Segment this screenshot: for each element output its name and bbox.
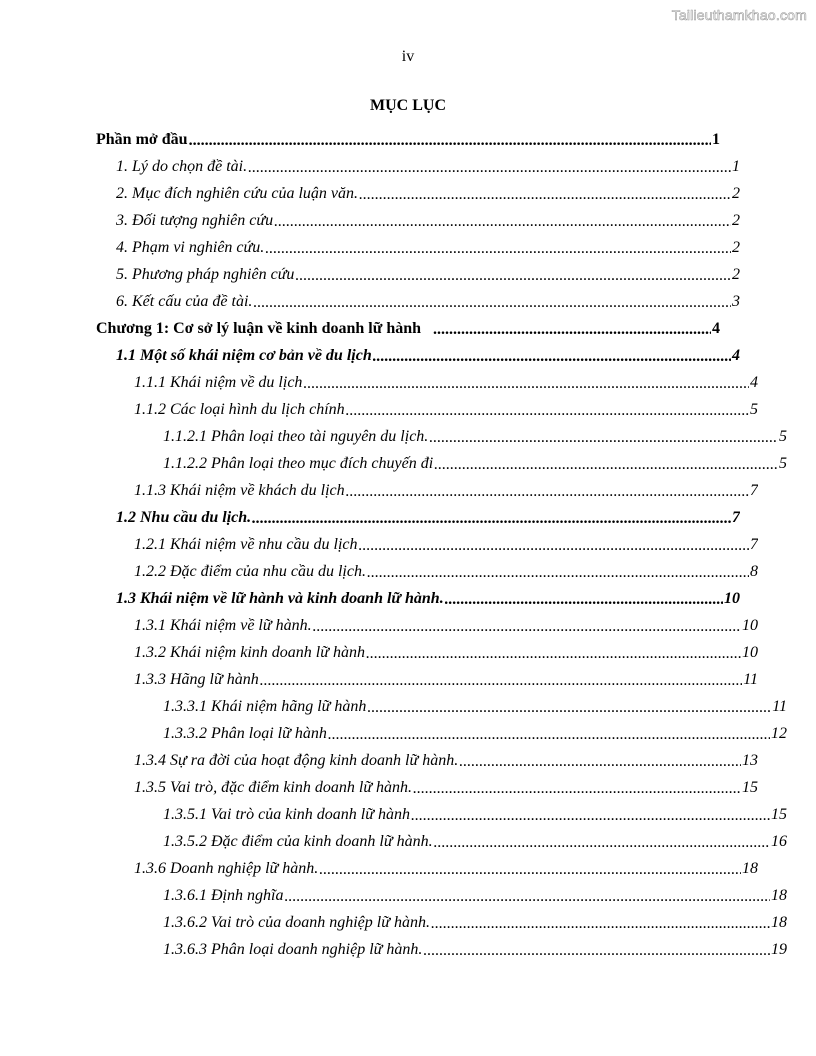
dot-leader (367, 699, 771, 717)
toc-entry-chuong-1[interactable] (96, 315, 720, 342)
toc-entry-1-3-1[interactable] (96, 612, 758, 639)
dot-leader (434, 834, 770, 852)
toc-entry-text: 3. Đối tượng nghiên cứu (116, 211, 274, 229)
toc-entry-page: 13 (742, 751, 758, 769)
toc-entry-1-1-2-1[interactable] (96, 423, 787, 450)
dot-leader (253, 294, 731, 312)
toc-entry-1-3-3-2[interactable] (96, 720, 787, 747)
toc-entry-1-2[interactable] (96, 504, 740, 531)
toc-entry-text: 1.3.3 Hãng lữ hành (134, 670, 259, 688)
toc-entry-text: 6. Kết cấu của đề tài. (116, 292, 253, 310)
toc-entry-page: 10 (724, 589, 740, 607)
toc-entry-1-3-6-3[interactable] (96, 936, 787, 963)
toc-entry-text: 5. Phương pháp nghiên cứu (116, 265, 295, 283)
toc-entry-1-3-5-2[interactable] (96, 828, 787, 855)
toc-entry-text: 1.3.4 Sự ra đời của hoạt động kinh doanh lữ hành. (134, 751, 459, 769)
toc-entry-1-1-3[interactable] (96, 477, 758, 504)
toc-entry-ly-do[interactable] (96, 153, 740, 180)
toc-entry-page: 4 (750, 373, 758, 391)
toc-entry-page: 1 (732, 157, 740, 175)
dot-leader (265, 240, 731, 258)
toc-entry-1-1-2[interactable] (96, 396, 758, 423)
toc-entry-page: 12 (771, 724, 787, 742)
toc-entry-1-1-1[interactable] (96, 369, 758, 396)
dot-leader (313, 618, 741, 636)
toc-entry-phuong-phap[interactable] (96, 261, 740, 288)
dot-leader (367, 564, 749, 582)
dot-leader (359, 537, 749, 555)
toc-entry-page: 7 (732, 508, 740, 526)
toc-entry-page: 8 (750, 562, 758, 580)
toc-entry-text: 2. Mục đích nghiên cứu của luận văn. (116, 184, 358, 202)
toc-entry-page: 7 (750, 535, 758, 553)
toc-entry-text: 1.3.6.2 Vai trò của doanh nghiệp lữ hành. (163, 913, 430, 931)
toc-entry-page: 2 (732, 211, 740, 229)
table-of-contents (96, 126, 787, 963)
dot-leader (274, 213, 731, 231)
toc-entry-muc-dich[interactable] (96, 180, 740, 207)
toc-entry-page: 11 (772, 697, 787, 715)
toc-entry-pham-vi[interactable] (96, 234, 740, 261)
dot-leader (459, 753, 741, 771)
toc-entry-text: 1.2.1 Khái niệm về nhu cầu du lịch (134, 535, 358, 553)
toc-entry-text: 1.3.3.2 Phân loại lữ hành (163, 724, 327, 742)
toc-entry-page: 15 (771, 805, 787, 823)
dot-leader (346, 402, 749, 420)
toc-entry-text: 1.3.5.2 Đặc điểm của kinh doanh lữ hành. (163, 832, 433, 850)
toc-entry-1-3-4[interactable] (96, 747, 758, 774)
toc-entry-1-3-6-2[interactable] (96, 909, 787, 936)
dot-leader (411, 807, 770, 825)
dot-leader (433, 321, 711, 339)
toc-entry-text: 1.3.3.1 Khái niệm hãng lữ hành (163, 697, 367, 715)
dot-leader (303, 375, 749, 393)
toc-entry-1-3-5[interactable] (96, 774, 758, 801)
toc-entry-1-2-1[interactable] (96, 531, 758, 558)
toc-entry-text: 1.3.1 Khái niệm về lữ hành. (134, 616, 312, 634)
toc-entry-1-2-2[interactable] (96, 558, 758, 585)
dot-leader (423, 942, 770, 960)
toc-entry-1-1[interactable] (96, 342, 740, 369)
toc-entry-text: 1.1.3 Khái niệm về khách du lịch (134, 481, 345, 499)
toc-entry-text: 1.3.6 Doanh nghiệp lữ hành. (134, 859, 319, 877)
toc-entry-page: 3 (732, 292, 740, 310)
toc-entry-1-3-2[interactable] (96, 639, 758, 666)
toc-entry-text: 1.1.1 Khái niệm về du lịch (134, 373, 303, 391)
toc-entry-text: 1.2 Nhu cầu du lịch. (116, 508, 252, 526)
dot-leader (434, 456, 778, 474)
dot-leader (359, 186, 731, 204)
toc-entry-1-3[interactable] (96, 585, 740, 612)
toc-entry-page: 5 (779, 454, 787, 472)
dot-leader (445, 591, 723, 609)
dot-leader (260, 672, 742, 690)
toc-entry-page: 2 (732, 265, 740, 283)
watermark: Tailieuthamkhao.com (671, 7, 807, 23)
toc-entry-text: 1.3 Khái niệm về lữ hành và kinh doanh lữ hành. (116, 589, 444, 607)
toc-entry-text: 1.1.2.1 Phân loại theo tài nguyên du lịch. (163, 427, 429, 445)
toc-entry-page: 1 (712, 130, 720, 148)
dot-leader (346, 483, 749, 501)
toc-entry-text: Phần mở đầu (96, 130, 188, 148)
toc-entry-page: 5 (750, 400, 758, 418)
toc-entry-1-3-5-1[interactable] (96, 801, 787, 828)
dot-leader (429, 429, 778, 447)
toc-entry-page: 19 (771, 940, 787, 958)
toc-entry-1-3-3[interactable] (96, 666, 758, 693)
toc-entry-text: 1.3.5 Vai trò, đặc điểm kinh doanh lữ hành. (134, 778, 413, 796)
toc-entry-page: 18 (742, 859, 758, 877)
dot-leader (189, 132, 711, 150)
toc-entry-1-3-6-1[interactable] (96, 882, 787, 909)
toc-entry-text: Chương 1: Cơ sở lý luận về kinh doanh lữ hành (96, 319, 422, 337)
toc-entry-text: 1. Lý do chọn đề tài. (116, 157, 248, 175)
dot-leader (413, 780, 741, 798)
toc-entry-text: 4. Phạm vi nghiên cứu. (116, 238, 265, 256)
toc-entry-page: 4 (712, 319, 720, 337)
toc-entry-ket-cau[interactable] (96, 288, 740, 315)
toc-entry-text: 1.3.6.1 Định nghĩa (163, 886, 284, 904)
toc-entry-1-3-6[interactable] (96, 855, 758, 882)
toc-entry-page: 2 (732, 184, 740, 202)
toc-entry-1-1-2-2[interactable] (96, 450, 787, 477)
dot-leader (373, 348, 731, 366)
toc-entry-page: 10 (742, 643, 758, 661)
toc-entry-text: 1.2.2 Đặc điểm của nhu cầu du lịch. (134, 562, 366, 580)
toc-entry-page: 4 (732, 346, 740, 364)
toc-entry-text: 1.3.6.3 Phân loại doanh nghiệp lữ hành. (163, 940, 423, 958)
toc-entry-page: 10 (742, 616, 758, 634)
toc-entry-page: 15 (742, 778, 758, 796)
dot-leader (431, 915, 770, 933)
toc-entry-phan-mo-dau[interactable] (96, 126, 720, 153)
toc-entry-text: 1.1.2 Các loại hình du lịch chính (134, 400, 345, 418)
dot-leader (328, 726, 770, 744)
dot-leader (284, 888, 770, 906)
toc-entry-page: 11 (743, 670, 758, 688)
dot-leader (295, 267, 731, 285)
toc-entry-page: 18 (771, 913, 787, 931)
toc-entry-doi-tuong[interactable] (96, 207, 740, 234)
toc-entry-1-3-3-1[interactable] (96, 693, 787, 720)
page-title: MỤC LỤC (370, 97, 446, 114)
toc-entry-page: 5 (779, 427, 787, 445)
dot-leader (319, 861, 741, 879)
toc-entry-page: 16 (771, 832, 787, 850)
toc-entry-page: 2 (732, 238, 740, 256)
toc-entry-text: 1.3.2 Khái niệm kinh doanh lữ hành (134, 643, 365, 661)
page-number: iv (401, 48, 415, 65)
dot-leader (248, 159, 731, 177)
dot-leader (252, 510, 731, 528)
toc-entry-page: 18 (771, 886, 787, 904)
toc-entry-text: 1.1 Một số khái niệm cơ bản về du lịch (116, 346, 372, 364)
toc-entry-text: 1.1.2.2 Phân loại theo mục đích chuyến đi (163, 454, 434, 472)
toc-entry-text: 1.3.5.1 Vai trò của kinh doanh lữ hành (163, 805, 410, 823)
dot-leader (366, 645, 741, 663)
toc-entry-page: 7 (750, 481, 758, 499)
